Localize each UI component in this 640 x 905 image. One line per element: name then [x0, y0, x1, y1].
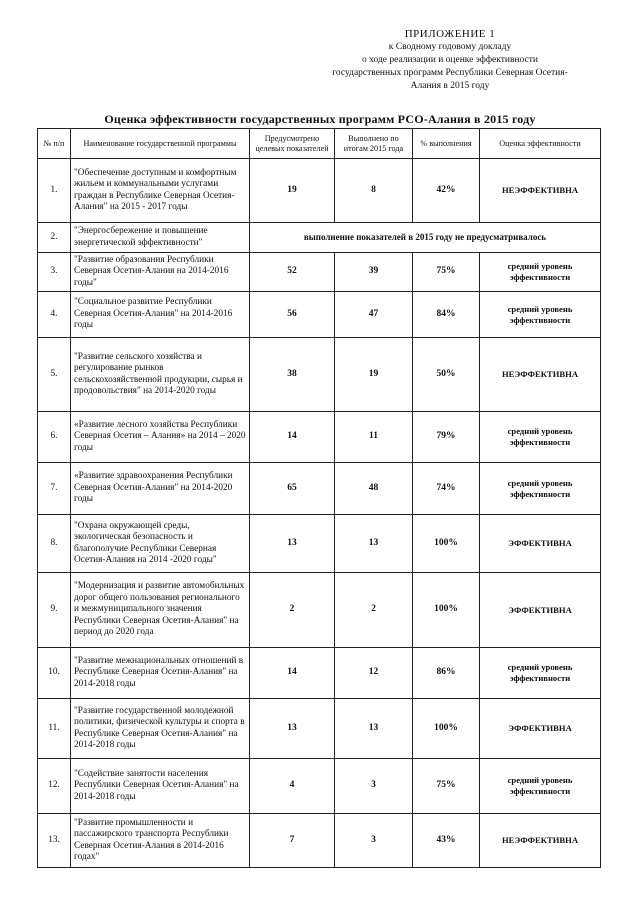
row-number: 6. [38, 412, 71, 463]
table-row [38, 573, 601, 648]
program-name: «Развитие здравоохранения Республики Северная Осетия-Алания" на 2014-2020 годы [71, 463, 250, 515]
completion-percent: 75% [413, 759, 480, 814]
row-number: 11. [38, 699, 71, 759]
column-header-percent: % выполнения [413, 129, 480, 159]
program-name: «Развитие лесного хозяйства Республики Северная Осетия – Алания» на 2014 – 2020 годы [71, 412, 250, 463]
appendix-label: ПРИЛОЖЕНИЕ 1 [404, 28, 496, 40]
header-line: к Сводному годовому докладу [388, 42, 512, 52]
program-name: "Обеспечение доступным и комфортным жильем и коммунальными услугами граждан в Республике Северная Осетия-Алания" на 2015 - 2017 годы [71, 159, 250, 223]
program-name: "Социальное развитие Республики Северная Осетия-Алания" на 2014-2016 годы [71, 292, 250, 338]
row-number: 3. [38, 253, 71, 292]
row-number: 9. [38, 573, 71, 648]
table-row [38, 253, 601, 292]
efficiency-assessment: средний уровень эффективности [480, 759, 601, 814]
completion-percent: 74% [413, 463, 480, 515]
program-name: "Содействие занятости населения Республики Северная Осетия-Алания" на 2014-2018 годы [71, 759, 250, 814]
efficiency-assessment: НЕЭФФЕКТИВНА [480, 814, 601, 868]
table-row [38, 515, 601, 573]
row-number: 13. [38, 814, 71, 868]
row-number: 12. [38, 759, 71, 814]
completion-percent: 42% [413, 159, 480, 223]
table-row [38, 338, 601, 412]
planned-count: 19 [250, 159, 335, 223]
not-provided-note: выполнение показателей в 2015 году не предусматривалось [250, 223, 601, 253]
row-number: 7. [38, 463, 71, 515]
done-count: 8 [335, 159, 413, 223]
done-count: 11 [335, 412, 413, 463]
planned-count: 14 [250, 648, 335, 699]
done-count: 2 [335, 573, 413, 648]
column-header-number: № п/п [38, 129, 71, 159]
efficiency-assessment: средний уровень эффективности [480, 648, 601, 699]
program-name: "Развитие межнациональных отношений в Республике Северная Осетия-Алания" на 2014-2018 годы [71, 648, 250, 699]
efficiency-assessment: средний уровень эффективности [480, 463, 601, 515]
column-header-done: Выполнено по итогам 2015 года [335, 129, 413, 159]
program-name: "Развитие государственной молодежной политики, физической культуры и спорта в Республике Северная Осетия-Алания" на 2014-2018 годы [71, 699, 250, 759]
header-line: Алания в 2015 году [410, 81, 490, 91]
completion-percent: 43% [413, 814, 480, 868]
table-row [38, 223, 601, 253]
row-number: 4. [38, 292, 71, 338]
completion-percent: 50% [413, 338, 480, 412]
program-name: "Развитие промышленности и пассажирского транспорта Республики Северная Осетия-Алания в 2014-2016 годах" [71, 814, 250, 868]
row-number: 10. [38, 648, 71, 699]
program-name: "Энергосбережение и повышение энергетической эффективности" [71, 223, 250, 253]
program-name: "Модернизация и развитие автомобильных дорог общего пользования регионального и межмуниципального значения Республики Северная Осетия-Алания" на период до 2020 года [71, 573, 250, 648]
table-row [38, 412, 601, 463]
completion-percent: 100% [413, 515, 480, 573]
efficiency-assessment: средний уровень эффективности [480, 253, 601, 292]
column-header-name: Наименование государственной программы [71, 129, 250, 159]
table-row [38, 699, 601, 759]
planned-count: 13 [250, 515, 335, 573]
table-row [38, 463, 601, 515]
column-header-assessment: Оценка эффективности [480, 129, 601, 159]
column-header-planned: Предусмотрено целевых показателей [250, 129, 335, 159]
document-title: Оценка эффективности государственных программ РСО-Алания в 2015 году [104, 112, 536, 126]
completion-percent: 84% [413, 292, 480, 338]
row-number: 5. [38, 338, 71, 412]
done-count: 13 [335, 515, 413, 573]
done-count: 47 [335, 292, 413, 338]
done-count: 3 [335, 814, 413, 868]
table-row [38, 814, 601, 868]
header-line: государственных программ Республики Северная Осетия- [332, 68, 568, 78]
done-count: 13 [335, 699, 413, 759]
table-row [38, 759, 601, 814]
planned-count: 14 [250, 412, 335, 463]
done-count: 48 [335, 463, 413, 515]
completion-percent: 75% [413, 253, 480, 292]
row-number: 8. [38, 515, 71, 573]
done-count: 12 [335, 648, 413, 699]
planned-count: 56 [250, 292, 335, 338]
table-row [38, 292, 601, 338]
table-row [38, 648, 601, 699]
header-line: о ходе реализации и оценке эффективности [361, 55, 538, 65]
table-header-row [38, 129, 601, 159]
row-number: 1. [38, 159, 71, 223]
planned-count: 4 [250, 759, 335, 814]
efficiency-assessment: средний уровень эффективности [480, 292, 601, 338]
planned-count: 65 [250, 463, 335, 515]
planned-count: 38 [250, 338, 335, 412]
planned-count: 13 [250, 699, 335, 759]
efficiency-assessment: ЭФФЕКТИВНА [480, 573, 601, 648]
planned-count: 2 [250, 573, 335, 648]
done-count: 39 [335, 253, 413, 292]
completion-percent: 79% [413, 412, 480, 463]
efficiency-assessment: средний уровень эффективности [480, 412, 601, 463]
efficiency-assessment: ЭФФЕКТИВНА [480, 515, 601, 573]
program-name: "Развитие сельского хозяйства и регулирование рынков сельскохозяйственной продукции, сырья и продовольствия" на 2014-2020 годы [71, 338, 250, 412]
program-name: "Охрана окружающей среды, экологическая безопасность и благополучие Республики Северная Осетия-Алания на 2014 -2020 годы" [71, 515, 250, 573]
appendix-header [300, 28, 600, 93]
efficiency-assessment: НЕЭФФЕКТИВНА [480, 338, 601, 412]
row-number: 2. [38, 223, 71, 253]
done-count: 19 [335, 338, 413, 412]
programs-table [37, 128, 601, 868]
table-row [38, 159, 601, 223]
efficiency-assessment: НЕЭФФЕКТИВНА [480, 159, 601, 223]
completion-percent: 100% [413, 573, 480, 648]
program-name: "Развитие образования Республики Северная Осетия-Алания на 2014-2016 годы" [71, 253, 250, 292]
planned-count: 52 [250, 253, 335, 292]
efficiency-assessment: ЭФФЕКТИВНА [480, 699, 601, 759]
done-count: 3 [335, 759, 413, 814]
completion-percent: 100% [413, 699, 480, 759]
completion-percent: 86% [413, 648, 480, 699]
planned-count: 7 [250, 814, 335, 868]
